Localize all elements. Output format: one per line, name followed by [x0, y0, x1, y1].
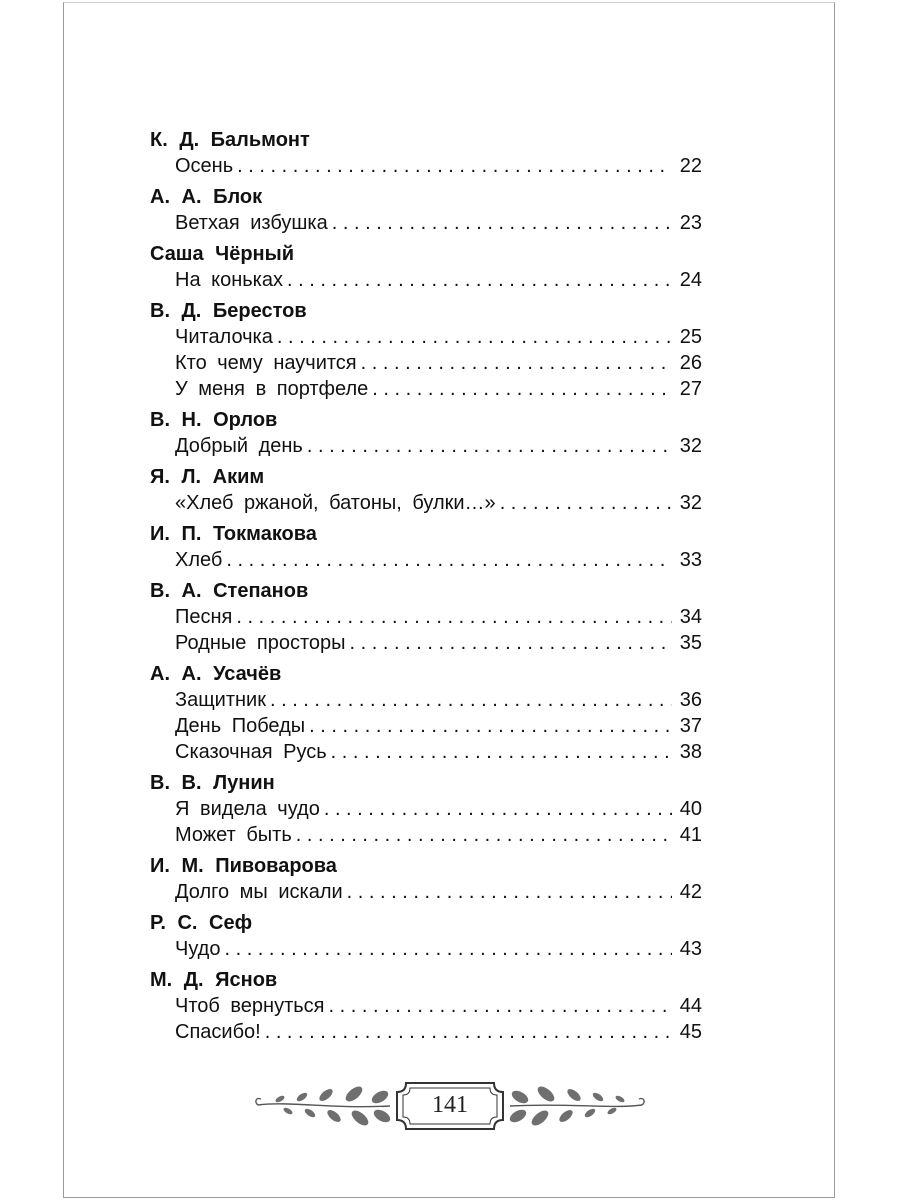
author-heading: В. Н. Орлов — [150, 409, 278, 431]
entry-page-number: 44 — [679, 995, 702, 1017]
table-of-contents — [150, 128, 702, 1045]
entry-title: Чтоб вернуться — [175, 995, 325, 1017]
dot-leader — [287, 267, 672, 293]
entry-page-number: 22 — [679, 155, 702, 177]
dot-leader — [324, 796, 672, 822]
entry-page-number: 34 — [679, 606, 702, 628]
entry-title: Сказочная Русь — [175, 741, 327, 763]
entry-page-number: 43 — [679, 938, 702, 960]
entry-title: Спасибо! — [175, 1021, 261, 1043]
toc-entry — [175, 433, 702, 459]
toc-entry — [175, 267, 702, 293]
dot-leader — [309, 713, 672, 739]
toc-entry — [175, 993, 702, 1019]
entry-title: У меня в портфеле — [175, 378, 369, 400]
entry-page-number: 33 — [679, 549, 702, 571]
entry-title: Добрый день — [175, 435, 303, 457]
toc-entry — [175, 739, 702, 765]
dot-leader — [332, 210, 672, 236]
entry-page-number: 23 — [679, 212, 702, 234]
dot-leader — [224, 936, 672, 962]
dot-leader — [270, 687, 672, 713]
dot-leader — [347, 879, 672, 905]
toc-entry — [175, 796, 702, 822]
toc-entry — [175, 936, 702, 962]
dot-leader — [237, 153, 672, 179]
toc-entry — [175, 324, 702, 350]
dot-leader — [226, 547, 672, 573]
entry-title: Песня — [175, 606, 233, 628]
author-heading: А. А. Блок — [150, 186, 263, 208]
entry-title: Долго мы искали — [175, 881, 343, 903]
page-number: 141 — [432, 1091, 468, 1118]
toc-entry — [175, 153, 702, 179]
dot-leader — [500, 490, 672, 516]
dot-leader — [236, 604, 672, 630]
author-heading: К. Д. Бальмонт — [150, 129, 310, 151]
toc-entry — [175, 376, 702, 402]
toc-entry — [175, 879, 702, 905]
entry-page-number: 37 — [679, 715, 702, 737]
entry-page-number: 35 — [679, 632, 702, 654]
entry-page-number: 32 — [679, 435, 702, 457]
entry-page-number: 41 — [679, 824, 702, 846]
entry-title: «Хлеб ржаной, батоны, булки…» — [175, 492, 496, 514]
toc-entry — [175, 687, 702, 713]
toc-entry — [175, 350, 702, 376]
toc-entry — [175, 547, 702, 573]
author-heading: Саша Чёрный — [150, 243, 295, 265]
entry-title: Я видела чудо — [175, 798, 320, 820]
toc-entry — [175, 630, 702, 656]
entry-title: Защитник — [175, 689, 266, 711]
dot-leader — [307, 433, 672, 459]
author-heading: В. В. Лунин — [150, 772, 275, 794]
entry-title: Хлеб — [175, 549, 223, 571]
dot-leader — [296, 822, 672, 848]
entry-page-number: 26 — [679, 352, 702, 374]
entry-title: На коньках — [175, 269, 283, 291]
entry-title: День Победы — [175, 715, 306, 737]
toc-entry — [175, 1019, 702, 1045]
entry-page-number: 32 — [679, 492, 702, 514]
author-heading: М. Д. Яснов — [150, 969, 278, 991]
author-heading: И. М. Пивоварова — [150, 855, 337, 877]
toc-entry — [175, 822, 702, 848]
toc-entry — [175, 490, 702, 516]
entry-page-number: 40 — [679, 798, 702, 820]
dot-leader — [331, 739, 672, 765]
dot-leader — [277, 324, 672, 350]
dot-leader — [350, 630, 672, 656]
entry-title: Ветхая избушка — [175, 212, 328, 234]
entry-page-number: 24 — [679, 269, 702, 291]
author-heading: Я. Л. Аким — [150, 466, 265, 488]
author-heading: И. П. Токмакова — [150, 523, 317, 545]
entry-title: Может быть — [175, 824, 292, 846]
dot-leader — [265, 1019, 672, 1045]
entry-page-number: 36 — [679, 689, 702, 711]
author-heading: А. А. Усачёв — [150, 663, 282, 685]
author-heading: В. Д. Берестов — [150, 300, 307, 322]
toc-entry — [175, 210, 702, 236]
entry-page-number: 45 — [679, 1021, 702, 1043]
entry-title: Осень — [175, 155, 234, 177]
dot-leader — [372, 376, 672, 402]
entry-page-number: 38 — [679, 741, 702, 763]
entry-title: Кто чему научится — [175, 352, 357, 374]
entry-title: Родные просторы — [175, 632, 346, 654]
dot-leader — [329, 993, 672, 1019]
entry-page-number: 25 — [679, 326, 702, 348]
entry-page-number: 42 — [679, 881, 702, 903]
entry-title: Чудо — [175, 938, 221, 960]
dot-leader — [361, 350, 672, 376]
toc-entry — [175, 713, 702, 739]
entry-title: Читалочка — [175, 326, 273, 348]
author-heading: В. А. Степанов — [150, 580, 309, 602]
toc-entry — [175, 604, 702, 630]
author-heading: Р. С. Сеф — [150, 912, 253, 934]
entry-page-number: 27 — [679, 378, 702, 400]
